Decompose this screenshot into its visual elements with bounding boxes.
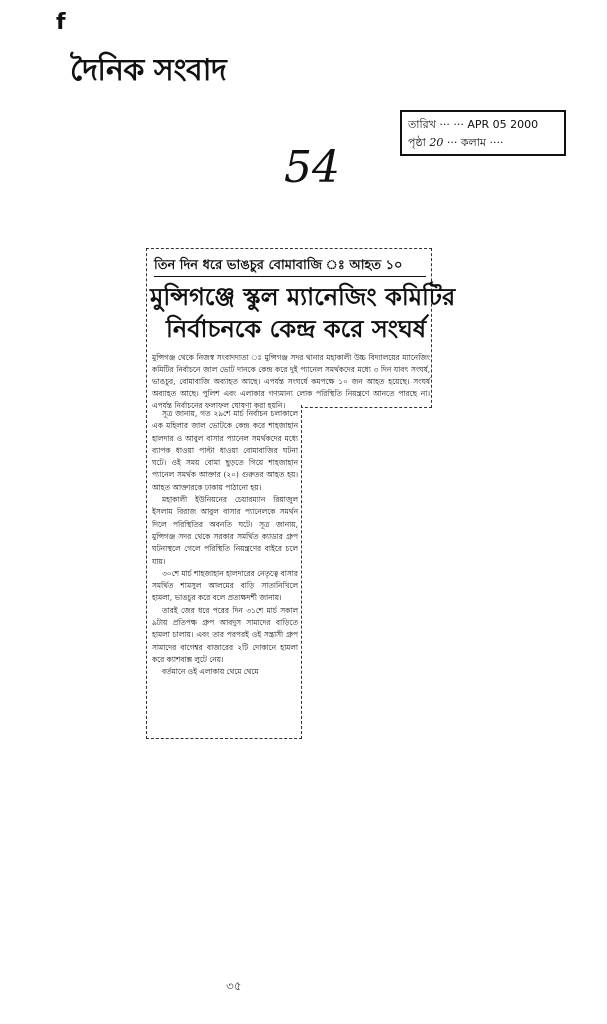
stamp-date-value: APR 05 2000 bbox=[467, 118, 539, 131]
footer-mark: ৩৫ bbox=[226, 979, 242, 993]
article-paragraph: বর্তমানে ওই এলাকায় থেমে থেমে bbox=[162, 667, 259, 677]
stamp-date-label: তারিখ bbox=[408, 118, 436, 131]
stamp-date-row: তারিখ ··· ··· APR 05 2000 bbox=[408, 118, 539, 131]
article-body bbox=[152, 408, 298, 734]
article-paragraph: মহাকালী ইউনিয়নের চেয়ারম্যান রিয়াজুল ইসলাম বিরাজ আবুল বাসার প্যানেলকে সমর্থন দিলে পরিস্থিতির অবনতি ঘটে। সূত্র জানায়, মুন্সিগঞ্জ সদর থেকে সরকার সমর্থিত ক্যাডার গ্রুপ ঘটনাস্থলে গেলে পরিস্থিতি নিয়ন্ত্রণের বাইরে চলে যায়। bbox=[152, 495, 298, 566]
stamp-page-label: পৃষ্ঠা bbox=[408, 136, 426, 149]
article-paragraph: ৩০শে মার্চ শাহজাহান হালদারের নেতৃত্বে বাসার সমর্থিত শামসুল আলমের বাড়ি সাতানিখিলে হামলা, ভাঙচুর করে বলে প্রত্যক্ষদর্শী জানায়। bbox=[152, 568, 298, 603]
stamp-column-label: কলাম bbox=[460, 136, 487, 149]
margin-mark: f bbox=[56, 10, 66, 35]
headline-line-2: নির্বাচনকে কেন্দ্র করে সংঘর্ষ bbox=[166, 315, 427, 343]
archive-stamp bbox=[400, 110, 566, 156]
article-kicker: তিন দিন ধরে ভাঙচুর বোমাবাজি ঃ আহত ১০ bbox=[154, 256, 426, 277]
article-paragraph: সূত্র জানায়, গত ২৯শে মার্চ নির্বাচন চলাকালে এক মহিলার জাল ভোটকে কেন্দ্র করে শাহজাহান হালদার ও আবুল বাসার প্যানেল সমর্থকদের মধ্যে ব্যাপক ধাওয়া পাল্টা ধাওয়া বোমাবাজির ঘটনা ঘটে। ওই সময় বোমা ছুড়তে গিয়ে শাহজাহান প্যানেল সমর্থক আক্তার (২০) গুরুতর আহত হয়। আহত আক্তারকে ঢাকায় পাঠানো হয়। bbox=[152, 409, 298, 492]
headline-line-1: মুন্সিগঞ্জে স্কুল ম্যানেজিং কমিটির bbox=[150, 283, 456, 311]
newspaper-name: দৈনিক সংবাদ bbox=[70, 53, 227, 88]
stamp-page-row: পৃষ্ঠা 20 ··· কলাম ···· bbox=[408, 136, 504, 149]
handwritten-number: 54 bbox=[284, 142, 340, 193]
article-lead: মুন্সিগঞ্জ থেকে নিজস্ব সংবাদদাতা ঃ মুন্সিগঞ্জ সদর থানার মহাকালী উচ্চ বিদ্যালয়ের ম্যানেজিং কমিটির নির্বাচনে জাল ভোট দানকে কেন্দ্র করে দুই প্যানেল সমর্থকদের মধ্যে ৩ দিন যাবৎ সংঘর্ষ, ভাঙচুর, বোমাবাজি অব্যাহত আছে। এপর্যন্ত সংঘর্ষে কমপক্ষে ১০ জন আহত হয়েছে। সংঘর্ষ অব্যাহত আছে। পুলিশ এবং এলাকার গণ্যমান্য লোক পরিস্থিতি নিয়ন্ত্রণে আনতে পারছে না। এপর্যন্ত নির্বাচনের ফলাফল ঘোষণা করা হয়নি। bbox=[152, 353, 430, 410]
stamp-page-value: 20 bbox=[429, 136, 444, 149]
article-paragraph: তারই জের ধরে পরের দিন ৩১শে মার্চ সকাল ৯টায় প্রতিপক্ষ গ্রুপ আবদুস সামাদের বাড়িতে হামলা চালায়। এবং তার পরপরই ওই সন্ত্রাসী গ্রুপ সামাদের বাগেশ্বর বাজারের ২টি দোকানে হামলা করে ক্যাশবাক্স লুটে নেয়। bbox=[152, 605, 298, 664]
